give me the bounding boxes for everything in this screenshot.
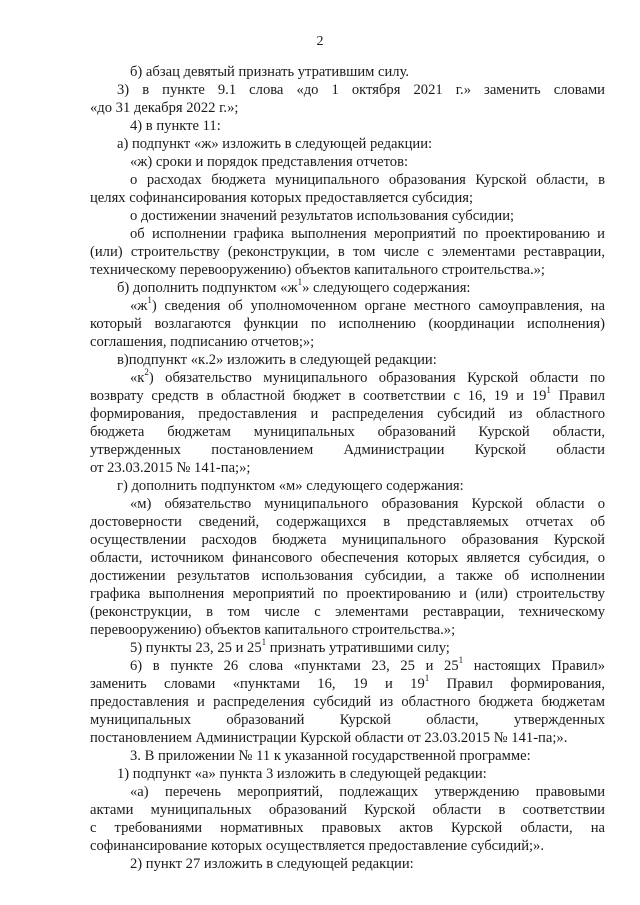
- text-line: [130, 784, 605, 800]
- text-line: [90, 334, 314, 350]
- text-line: [90, 385, 605, 404]
- line-text-after: настоящих Правил»: [463, 658, 605, 674]
- superscript: 1: [546, 385, 551, 396]
- line-text: б) дополнить подпунктом «ж: [117, 280, 298, 296]
- text-line: [90, 460, 250, 476]
- line-text: который возлагаются функции по исполнению (координации исполнения): [90, 316, 605, 332]
- text-line: [130, 637, 450, 656]
- text-line: [90, 802, 605, 818]
- line-text: о расходах бюджета муниципального образования Курской области, в: [130, 172, 605, 188]
- text-line: [90, 442, 605, 458]
- superscript: 1: [424, 673, 430, 684]
- text-line: [90, 673, 605, 692]
- line-text: муниципальных образований Курской области, утвержденных: [90, 712, 605, 728]
- text-line: [90, 730, 567, 746]
- text-line: [90, 316, 605, 332]
- line-text-after: Правил: [550, 388, 605, 404]
- line-text: в)подпункт «к.2» изложить в следующей редакции:: [117, 352, 437, 368]
- line-text: 2) пункт 27 изложить в следующей редакции:: [130, 856, 414, 872]
- line-text: (реконструкции, в том числе с элементами реставрации, техническому: [90, 604, 605, 620]
- line-text: области, источником финансового обеспечения которых является субсидия, о: [90, 550, 605, 566]
- text-line: [90, 622, 455, 638]
- line-text: соглашения, подписанию отчетов;»;: [90, 334, 315, 350]
- text-line: [90, 568, 605, 584]
- line-text: графика выполнения мероприятий по проектированию и (или) строительству: [90, 586, 605, 602]
- text-line: [90, 604, 605, 620]
- text-line: [130, 496, 605, 512]
- text-line: [90, 532, 605, 548]
- text-line: [130, 154, 408, 170]
- line-text: утвержденных постановлением Администрации Курской области: [90, 442, 605, 458]
- text-line: [90, 244, 605, 260]
- text-line: [90, 262, 545, 278]
- text-line: [117, 82, 605, 98]
- line-text: перевооружению) объектов капитального строительства.»;: [90, 622, 456, 638]
- text-line: [90, 550, 605, 566]
- line-text: (или) строительству (реконструкции, в том числе с элементами реставрации,: [90, 244, 605, 260]
- line-text-after: » следующего содержания:: [302, 280, 471, 296]
- superscript: 1: [147, 295, 152, 306]
- line-text: 6) в пункте 26 слова «пунктами 23, 25 и 25: [130, 658, 459, 674]
- line-text: г) дополнить подпунктом «м» следующего содержания:: [117, 478, 464, 494]
- text-line: [117, 478, 464, 494]
- line-text: 4) в пункте 11:: [130, 118, 221, 134]
- text-line: [117, 352, 437, 368]
- text-line: [117, 136, 432, 152]
- line-text-after: признать утратившими силу;: [266, 640, 450, 656]
- text-line: [130, 118, 221, 134]
- line-text-after: ) сведения об уполномоченном органе местного самоуправления, на: [151, 298, 605, 314]
- line-text: техническому перевооружению) объектов капитального строительства.»;: [90, 262, 545, 278]
- line-text: осуществлении расходов бюджета муниципального образования Курской: [90, 532, 605, 548]
- line-text: а) подпункт «ж» изложить в следующей редакции:: [117, 136, 433, 152]
- line-text: об исполнении графика выполнения мероприятий по проектированию и: [130, 226, 605, 242]
- text-line: [90, 424, 605, 440]
- text-line: [130, 64, 409, 80]
- text-line: [130, 208, 514, 224]
- line-text: «а) перечень мероприятий, подлежащих утверждению правовыми: [130, 784, 605, 800]
- line-text: с требованиями нормативных правовых актов Курской области, на: [90, 820, 605, 836]
- text-line: [90, 514, 605, 530]
- line-text: от 23.03.2015 № 141-па;»;: [90, 460, 251, 476]
- text-line: [90, 694, 605, 710]
- line-text-after: Правил формирования,: [429, 676, 605, 692]
- line-text: «до 31 декабря 2022 г.»;: [90, 100, 239, 116]
- text-line: [90, 712, 605, 728]
- line-text: софинансирование которых осуществляется предоставление субсидий;».: [90, 838, 545, 854]
- text-line: [90, 100, 238, 116]
- line-text: достижении результатов использования субсидии, а также об исполнении: [90, 568, 605, 584]
- superscript: 2: [144, 367, 149, 378]
- text-line: [90, 586, 605, 602]
- text-line: [130, 295, 605, 314]
- line-text: б) абзац девятый признать утратившим силу.: [130, 64, 410, 80]
- superscript: 1: [261, 637, 267, 648]
- text-line: [90, 820, 605, 836]
- line-text: постановлением Администрации Курской области от 23.03.2015 № 141-па;».: [90, 730, 568, 746]
- text-line: [130, 856, 414, 872]
- line-text: 3. В приложении № 11 к указанной государственной программе:: [130, 748, 531, 764]
- text-line: [117, 277, 471, 296]
- superscript: 1: [458, 655, 464, 666]
- line-text: целях софинансирования которых предоставляется субсидия;: [90, 190, 474, 206]
- text-line: [90, 406, 605, 422]
- text-line: [117, 766, 487, 782]
- line-text: актами муниципальных образований Курской области в соответствии: [90, 802, 605, 818]
- text-line: [130, 172, 605, 188]
- line-text: 5) пункты 23, 25 и 25: [130, 640, 262, 656]
- superscript: 1: [297, 277, 303, 288]
- line-text: «ж: [130, 298, 148, 314]
- page-number: 2: [316, 34, 324, 49]
- line-text: 3) в пункте 9.1 слова «до 1 октября 2021 г.» заменить словами: [117, 82, 605, 98]
- line-text-after: ) обязательство муниципального образования Курской области по: [148, 370, 605, 386]
- text-line: [90, 838, 544, 854]
- text-line: [90, 190, 473, 206]
- line-text: достоверности сведений, содержащихся в представляемых отчетах об: [90, 514, 605, 530]
- line-text: 1) подпункт «а» пункта 3 изложить в следующей редакции:: [117, 766, 487, 782]
- text-line: [130, 748, 531, 764]
- line-text: «м) обязательство муниципального образования Курской области о: [130, 496, 605, 512]
- text-line: [130, 655, 605, 674]
- line-text: «к: [130, 370, 145, 386]
- line-text: «ж) сроки и порядок представления отчетов:: [130, 154, 409, 170]
- line-text: о достижении значений результатов использования субсидии;: [130, 208, 515, 224]
- line-text: заменить словами «пунктами 16, 19 и 19: [90, 676, 425, 692]
- line-text: возврату средств в областной бюджет в соответствии с 16, 19 и 19: [90, 388, 547, 404]
- text-line: [130, 367, 605, 386]
- line-text: бюджета бюджетам муниципальных образований Курской области,: [90, 424, 605, 440]
- text-line: [130, 226, 605, 242]
- line-text: предоставления и распределения субсидий из областного бюджета бюджетам: [90, 694, 605, 710]
- line-text: формирования, предоставления и распределения субсидий из областного: [90, 406, 605, 422]
